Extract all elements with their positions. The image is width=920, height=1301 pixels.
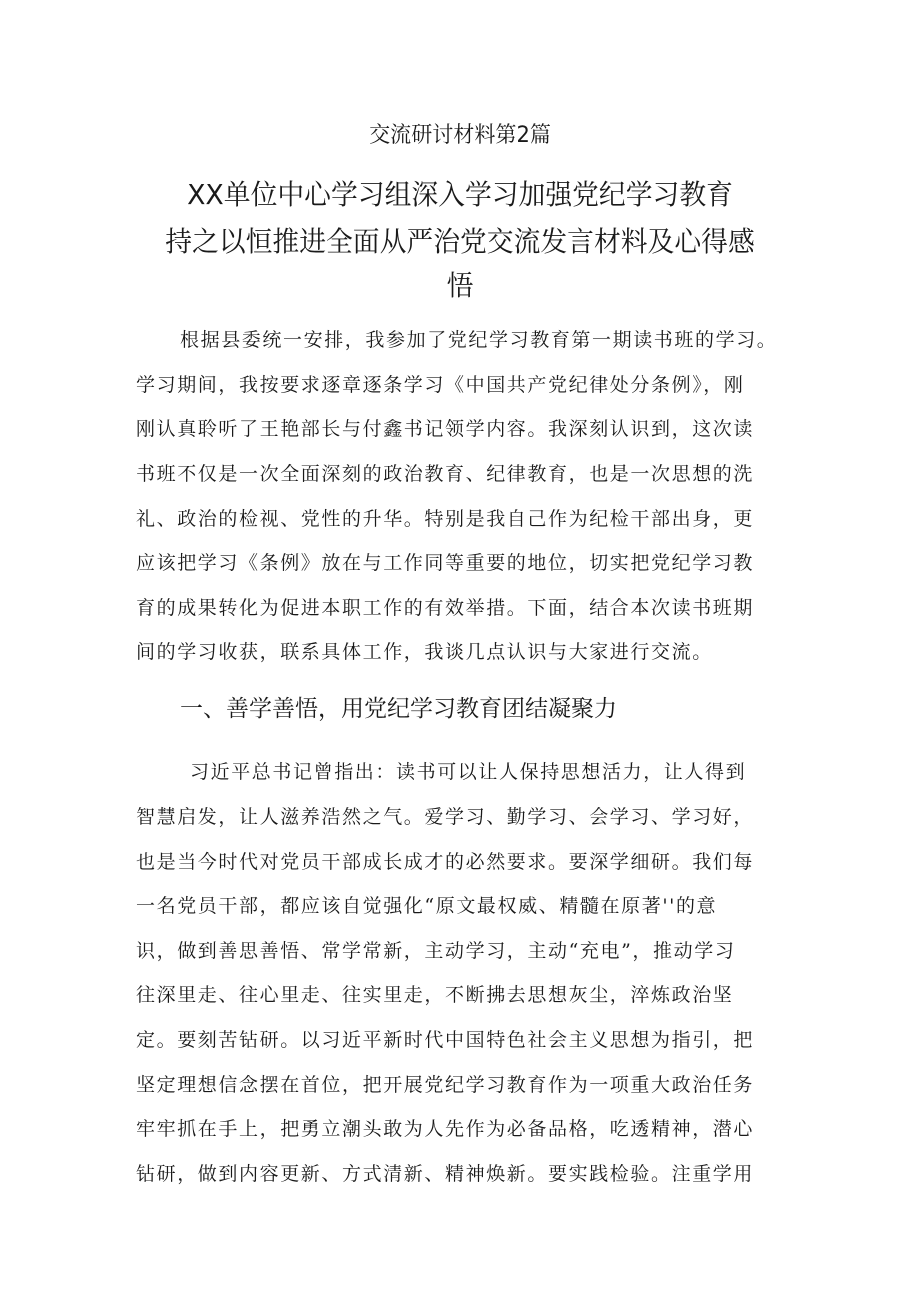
paragraph-2-line: 往深里走、往心里走、往实里走，不断拂去思想灰尘，淬炼政治坚 [136, 984, 734, 1006]
paragraph-1-line: 学习期间，我按要求逐章逐条学习《中国共产党纪律处分条例》，刚 [136, 374, 745, 396]
document-title-line: 悟 [446, 269, 474, 302]
paragraph-2-line: 智慧启发，让人滋养浩然之气。爱学习、勤学习、会学习、学习好， [136, 806, 755, 828]
paragraph-2-line: 识，做到善思善悟、常学常新，主动学习，主动“充电”，推动学习 [136, 940, 736, 962]
document-title-line: 持之以恒推进全面从严治党交流发言材料及心得感 [165, 225, 755, 258]
paragraph-1-line: 间的学习收获，联系具体工作，我谈几点认识与大家进行交流。 [136, 641, 713, 663]
paragraph-2-line: 牢牢抓在手上，把勇立潮头敢为人先作为必备品格，吃透精神，潜心 [136, 1118, 755, 1140]
section-1-heading: 一、善学善悟，用党纪学习教育团结凝聚力 [180, 696, 617, 722]
paragraph-1-line: 书班不仅是一次全面深刻的政治教育、纪律教育，也是一次思想的洗 [136, 463, 755, 485]
paragraph-1-line: 根据县委统一安排，我参加了党纪学习教育第一期读书班的学习。 [180, 329, 778, 351]
paragraph-1-line: 礼、政治的检视、党性的升华。特别是我自己作为纪检干部出身，更 [136, 508, 755, 530]
paragraph-2-line: 坚定理想信念摆在首位，把开展党纪学习教育作为一项重大政治任务 [136, 1074, 755, 1096]
paragraph-2-line: 钻研，做到内容更新、方式清新、精神焕新。要实践检验。注重学用 [136, 1163, 755, 1185]
paragraph-2-line: 也是当今时代对党员干部成长成才的必然要求。要深学细研。我们每 [136, 851, 755, 873]
paragraph-1-line: 刚认真聆听了王艳部长与付鑫书记领学内容。我深刻认识到，这次读 [136, 418, 755, 440]
paragraph-1-line: 应该把学习《条例》放在与工作同等重要的地位，切实把党纪学习教 [136, 552, 755, 574]
paragraph-2-line: 习近平总书记曾指出：读书可以让人保持思想活力，让人得到 [190, 761, 747, 783]
paragraph-1-line: 育的成果转化为促进本职工作的有效举措。下面，结合本次读书班期 [136, 597, 755, 619]
paragraph-2-line: 一名党员干部，都应该自觉强化“原文最权威、精髓在原著''的意 [136, 895, 718, 917]
document-title-line: XX单位中心学习组深入学习加强党纪学习教育 [187, 178, 733, 211]
document-subtitle: 交流研讨材料第2篇 [369, 123, 551, 148]
paragraph-2-line: 定。要刻苦钻研。以习近平新时代中国特色社会主义思想为指引，把 [136, 1029, 755, 1051]
